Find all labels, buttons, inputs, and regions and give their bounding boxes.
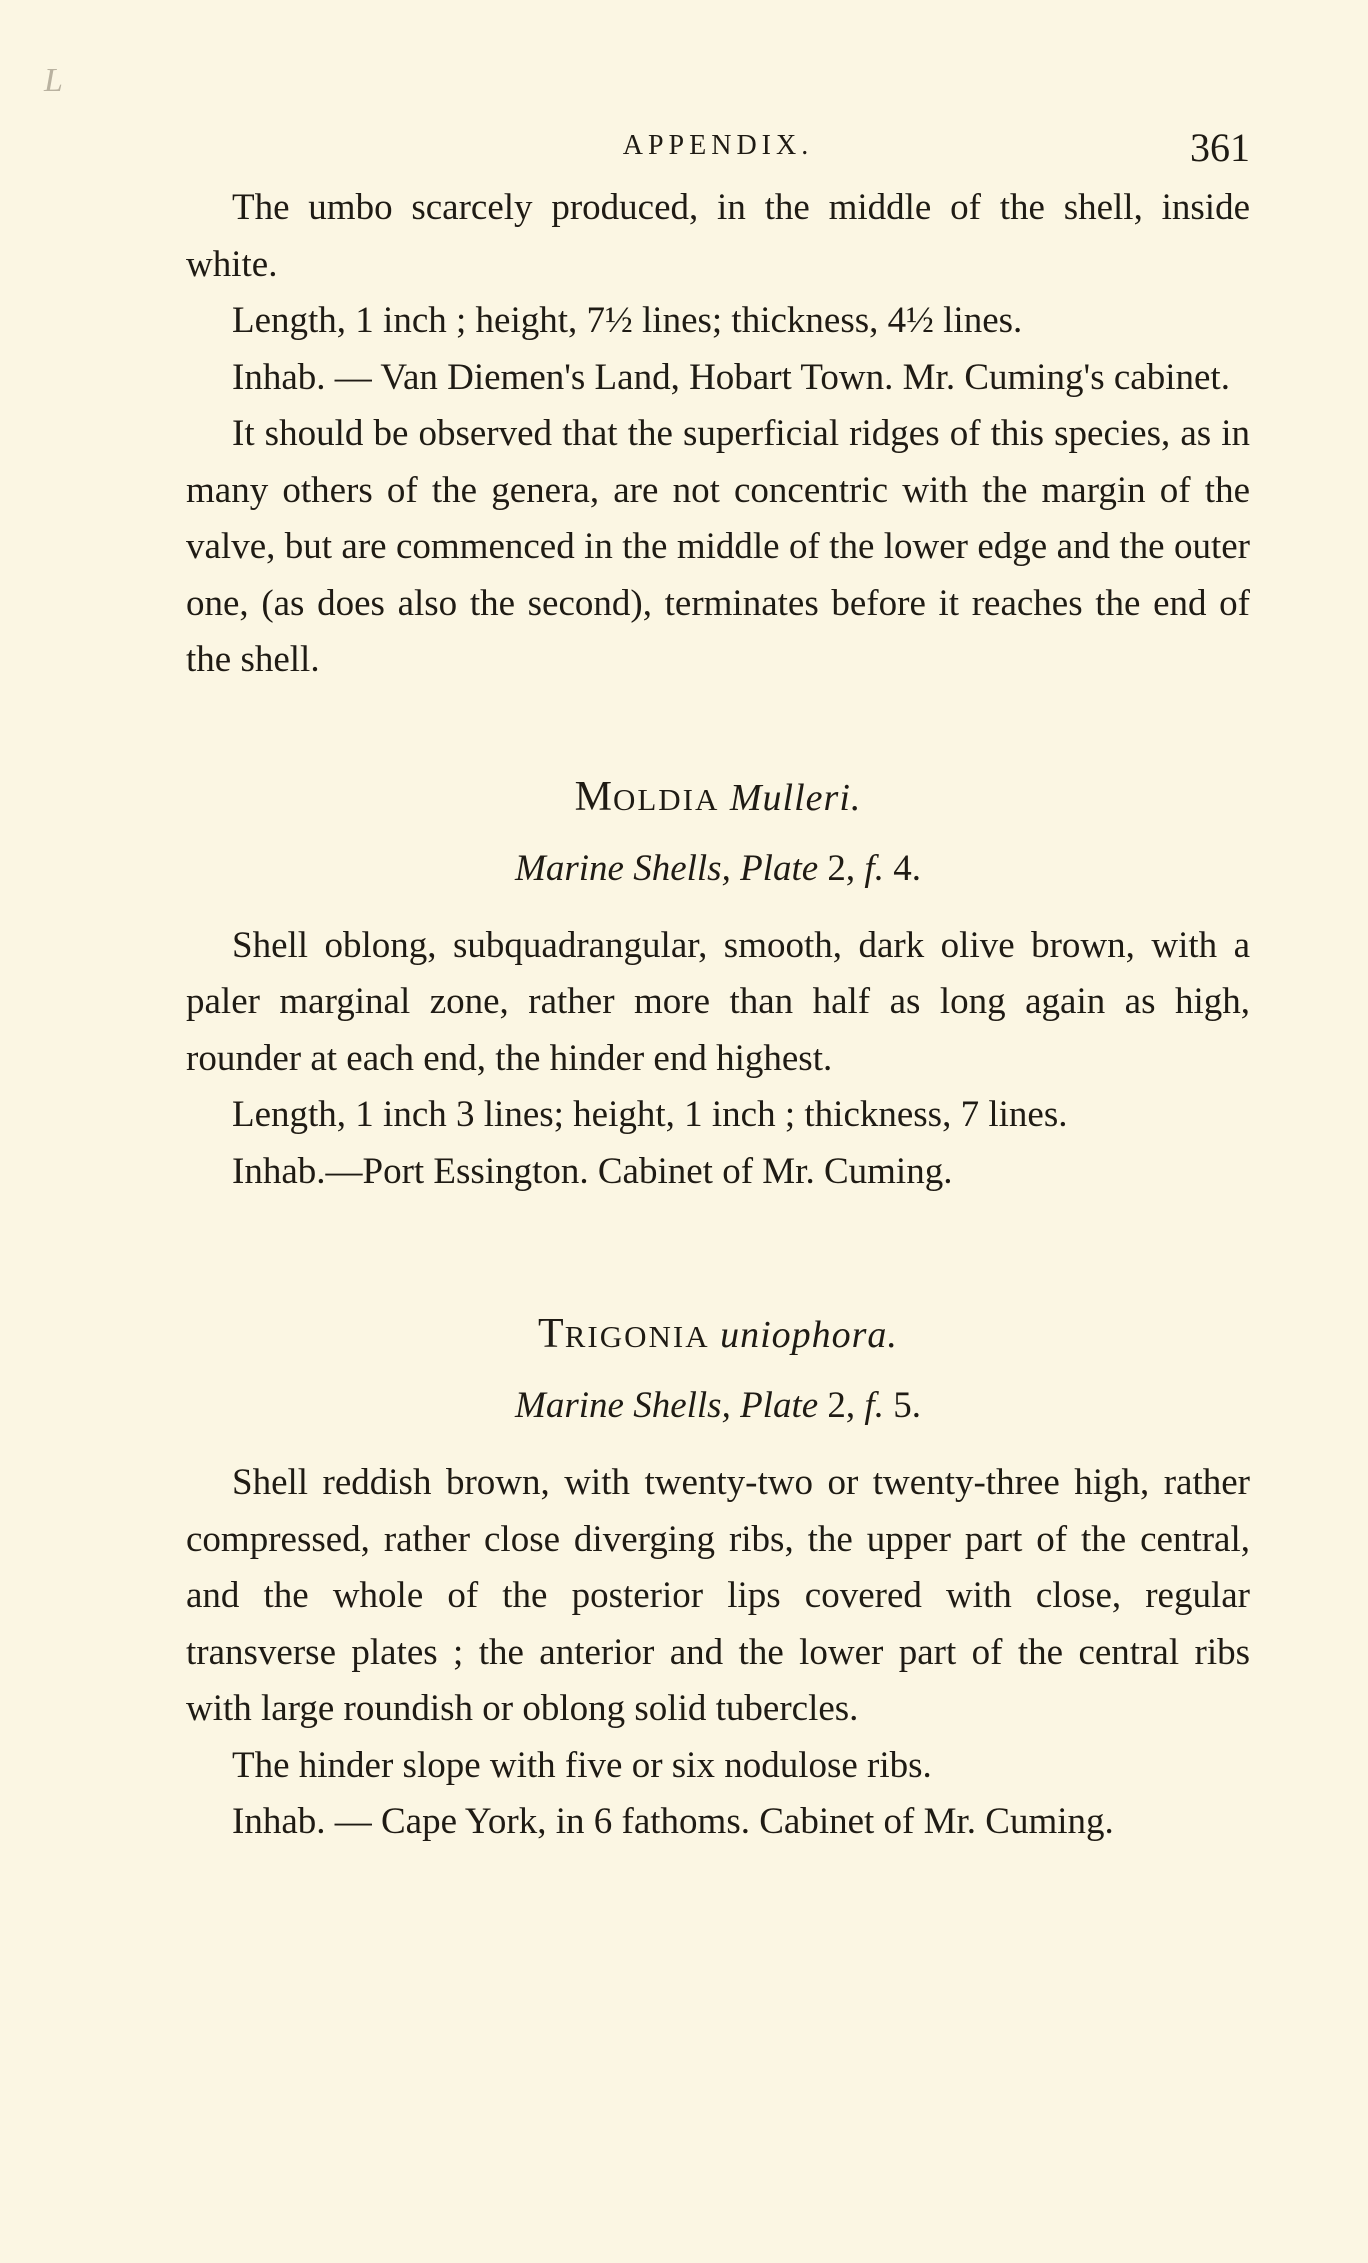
paragraph-umbo: The umbo scarcely produced, in the middle of the shell, inside white. (186, 187, 1250, 285)
genus-initial: M (574, 773, 613, 820)
entry-continuation (186, 180, 1250, 689)
genus-name: RIGONIA (564, 1319, 710, 1354)
species-epithet: uniophora. (720, 1314, 898, 1356)
genus-initial: T (538, 1311, 565, 1357)
page-number: 361 (1190, 125, 1250, 170)
paragraph-observation: It should be observed that the superficial ridges of this species, as in many others of the genera, are not concentric with the margin of the valve, but are commenced in the middle of the lower edge and the outer one, (as does also the second), terminates before it reaches the end of the shell. (186, 413, 1250, 680)
paragraph-habitat: Inhab. — Van Diemen's Land, Hobart Town. Mr. Cuming's cabinet. (232, 356, 1230, 398)
running-head: APPENDIX. (622, 130, 814, 161)
entry-trigonia-uniophora (186, 1310, 1250, 1851)
paragraph-dimensions: Length, 1 inch 3 lines; height, 1 inch ; thickness, 7 lines. (232, 1094, 1068, 1135)
plate-number: 2, (827, 847, 856, 889)
figure-abbrev: f. (864, 1385, 884, 1426)
paragraph-habitat: Inhab. — Cape York, in 6 fathoms. Cabinet of Mr. Cuming. (232, 1801, 1114, 1842)
page-header (186, 120, 1250, 180)
figure-number: 4. (893, 847, 921, 889)
plate-reference (186, 1384, 1250, 1427)
plate-title: Marine Shells, Plate (515, 847, 819, 889)
paragraph-description: Shell oblong, subquadrangular, smooth, dark olive brown, with a paler marginal zone, rather more than half as long again as high, rounder at each end, the hinder end highest. (186, 924, 1250, 1079)
species-epithet: Mulleri. (729, 776, 862, 819)
species-heading (186, 773, 1250, 821)
paragraph-dimensions: Length, 1 inch ; height, 7½ lines; thickness, 4½ lines. (232, 300, 1023, 341)
plate-reference (186, 847, 1250, 890)
species-heading (186, 1310, 1250, 1358)
plate-title: Marine Shells, Plate (515, 1385, 819, 1426)
figure-number: 5. (893, 1385, 921, 1426)
book-page (186, 120, 1250, 1851)
paragraph-hinder-slope: The hinder slope with five or six nodulose ribs. (232, 1744, 932, 1786)
plate-number: 2, (827, 1385, 856, 1426)
entry-moldia-mulleri (186, 773, 1250, 1201)
paragraph-description: Shell reddish brown, with twenty-two or twenty-three high, rather compressed, rather close diverging ribs, the upper part of the central, and the whole of the posterior lips covered with close, regular transverse plates ; the anterior and the lower part of the central ribs with large roundish or oblong solid tubercles. (186, 1462, 1250, 1729)
paragraph-habitat: Inhab.—Port Essington. Cabinet of Mr. Cuming. (232, 1150, 953, 1192)
margin-pencil-mark: L (44, 62, 63, 99)
genus-name: OLDIA (612, 781, 720, 817)
figure-abbrev: f. (864, 847, 884, 889)
